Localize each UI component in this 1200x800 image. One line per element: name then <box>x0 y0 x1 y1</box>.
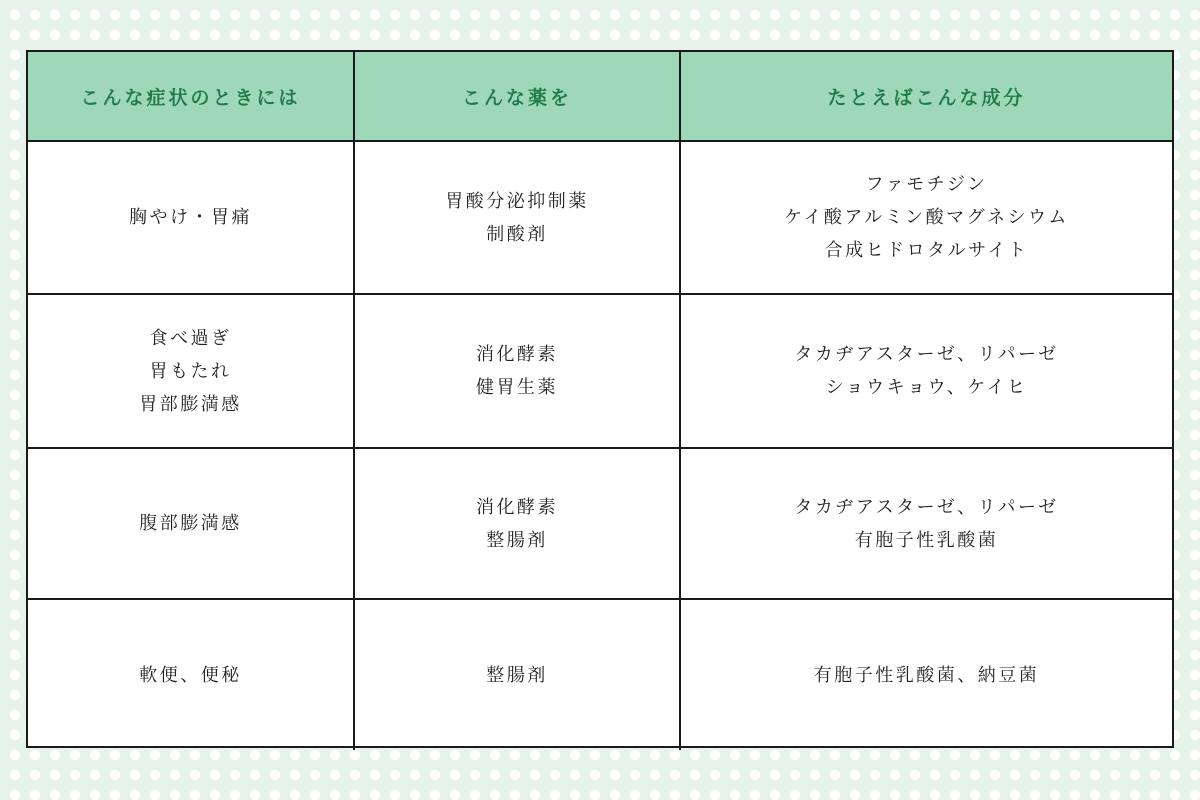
medicine-cell <box>354 599 680 750</box>
medicine-cell <box>354 294 680 448</box>
table-row <box>28 141 1172 294</box>
symptom-text: 胸やけ・胃痛 <box>129 207 252 228</box>
ingredient-text: ファモチジン <box>865 174 988 195</box>
symptom-text: 食べ過ぎ <box>149 327 232 349</box>
medicine-cell <box>354 448 680 599</box>
ingredient-text: ショウキョウ、ケイヒ <box>825 377 1028 398</box>
symptom-text: 腹部膨満感 <box>139 513 242 534</box>
symptom-cell <box>28 141 354 294</box>
table-row <box>28 294 1172 448</box>
header-medicine: こんな薬を <box>354 52 680 141</box>
medicine-text: 整腸剤 <box>486 529 548 551</box>
table-row <box>28 599 1172 750</box>
header-row <box>28 52 1172 141</box>
medicine-text: 制酸剤 <box>486 223 548 245</box>
symptom-cell <box>28 599 354 750</box>
header-symptom: こんな症状のときには <box>28 52 354 141</box>
header-ingredients: たとえばこんな成分 <box>680 52 1172 141</box>
symptom-cell <box>28 448 354 599</box>
ingredients-cell <box>680 141 1172 294</box>
ingredient-text: タカヂアスターゼ、リパーゼ <box>794 344 1059 365</box>
symptom-text: 胃部膨満感 <box>139 393 242 415</box>
table-row <box>28 448 1172 599</box>
symptom-cell <box>28 294 354 448</box>
medicine-text: 胃酸分泌抑制薬 <box>445 190 589 212</box>
ingredient-text: タカヂアスターゼ、リパーゼ <box>794 496 1059 518</box>
medicine-text: 消化酵素 <box>476 344 558 365</box>
medicine-text: 整腸剤 <box>486 664 548 686</box>
ingredient-text: ケイ酸アルミン酸マグネシウム <box>784 207 1069 228</box>
ingredients-cell <box>680 599 1172 750</box>
ingredient-text: 有胞子性乳酸菌、納豆菌 <box>813 664 1040 686</box>
ingredient-text: 合成ヒドロタルサイト <box>824 240 1029 261</box>
symptom-text: 胃もたれ <box>149 360 232 382</box>
ingredients-cell <box>680 294 1172 448</box>
medicine-cell <box>354 141 680 294</box>
ingredient-text: 有胞子性乳酸菌 <box>854 529 999 551</box>
ingredients-cell <box>680 448 1172 599</box>
remedy-table <box>26 50 1174 748</box>
medicine-text: 健胃生薬 <box>476 377 558 398</box>
remedy-grid <box>28 52 1172 750</box>
medicine-text: 消化酵素 <box>476 496 558 518</box>
symptom-text: 軟便、便秘 <box>139 664 242 686</box>
